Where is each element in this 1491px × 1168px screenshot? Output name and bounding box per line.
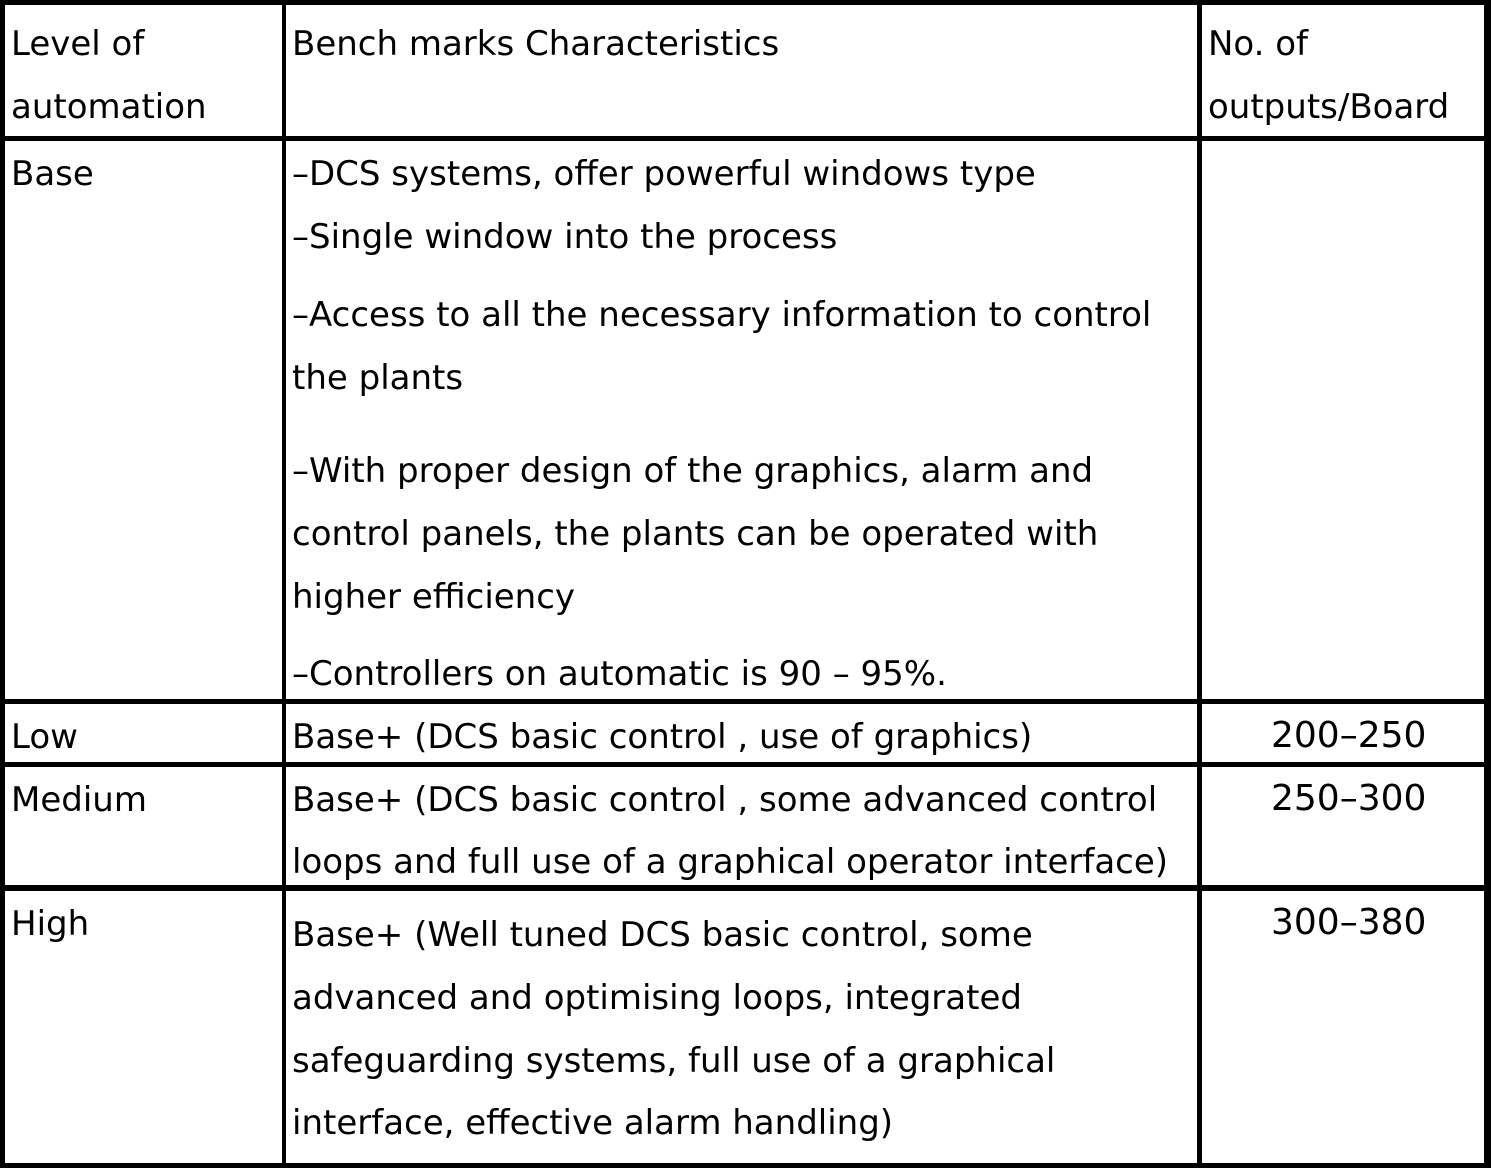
row-high-char-line-3: safeguarding systems, full use of a graphical: [292, 1041, 1056, 1081]
header-outputs-line-2: outputs/Board: [1208, 87, 1450, 127]
row-medium-level: Medium: [11, 780, 147, 820]
row-high-level: High: [11, 904, 90, 944]
row-low-outputs: 200–250: [1271, 715, 1427, 756]
row-low-level: Low: [11, 717, 78, 757]
row-base-level-cell: [5, 141, 282, 699]
header-cell-outputs: [1202, 5, 1484, 136]
row-low-level-cell: [5, 704, 282, 762]
row-high-char-line-4: interface, effective alarm handling): [292, 1103, 894, 1143]
header-outputs-line-1: No. of: [1208, 24, 1309, 64]
row-medium-characteristics-cell: [286, 767, 1197, 885]
row-base-char-line-6: control panels, the plants can be operated with: [292, 514, 1099, 554]
header-level-line-2: automation: [11, 87, 207, 127]
row-high-char-line-2: advanced and optimising loops, integrated: [292, 978, 1022, 1018]
row-medium-char-line-2: loops and full use of a graphical operator interface): [292, 842, 1169, 882]
row-base-level: Base: [11, 154, 94, 194]
row-base-char-line-7: higher efficiency: [292, 577, 576, 617]
row-high-outputs-cell: [1202, 891, 1484, 1163]
row-base-char-line-5: –With proper design of the graphics, alarm and: [292, 451, 1094, 491]
row-high-characteristics-cell: [286, 891, 1197, 1163]
row-low-char-line-1: Base+ (DCS basic control , use of graphics): [292, 717, 1033, 757]
header-cell-level: [5, 5, 282, 136]
row-low-characteristics-cell: [286, 704, 1197, 762]
row-base-char-line-1: –DCS systems, offer powerful windows type: [292, 154, 1036, 194]
row-medium-level-cell: [5, 767, 282, 885]
header-level-line-1: Level of: [11, 24, 145, 64]
row-base-outputs-cell: [1202, 141, 1484, 699]
header-benchmarks: Bench marks Characteristics: [292, 24, 780, 64]
row-medium-char-line-1: Base+ (DCS basic control , some advanced control: [292, 780, 1158, 820]
row-high-outputs: 300–380: [1271, 902, 1427, 943]
row-base-char-line-2: –Single window into the process: [292, 217, 838, 257]
row-low-outputs-cell: [1202, 704, 1484, 762]
row-medium-outputs-cell: [1202, 767, 1484, 885]
row-medium-outputs: 250–300: [1271, 778, 1427, 819]
row-base-char-line-4: the plants: [292, 358, 464, 398]
row-high-char-line-1: Base+ (Well tuned DCS basic control, some: [292, 915, 1033, 955]
row-base-char-line-8: –Controllers on automatic is 90 – 95%.: [292, 654, 947, 694]
row-high-level-cell: [5, 891, 282, 1163]
row-base-characteristics-cell: [286, 141, 1197, 699]
header-cell-benchmarks: [286, 5, 1197, 136]
row-base-char-line-3: –Access to all the necessary information to control: [292, 295, 1152, 335]
